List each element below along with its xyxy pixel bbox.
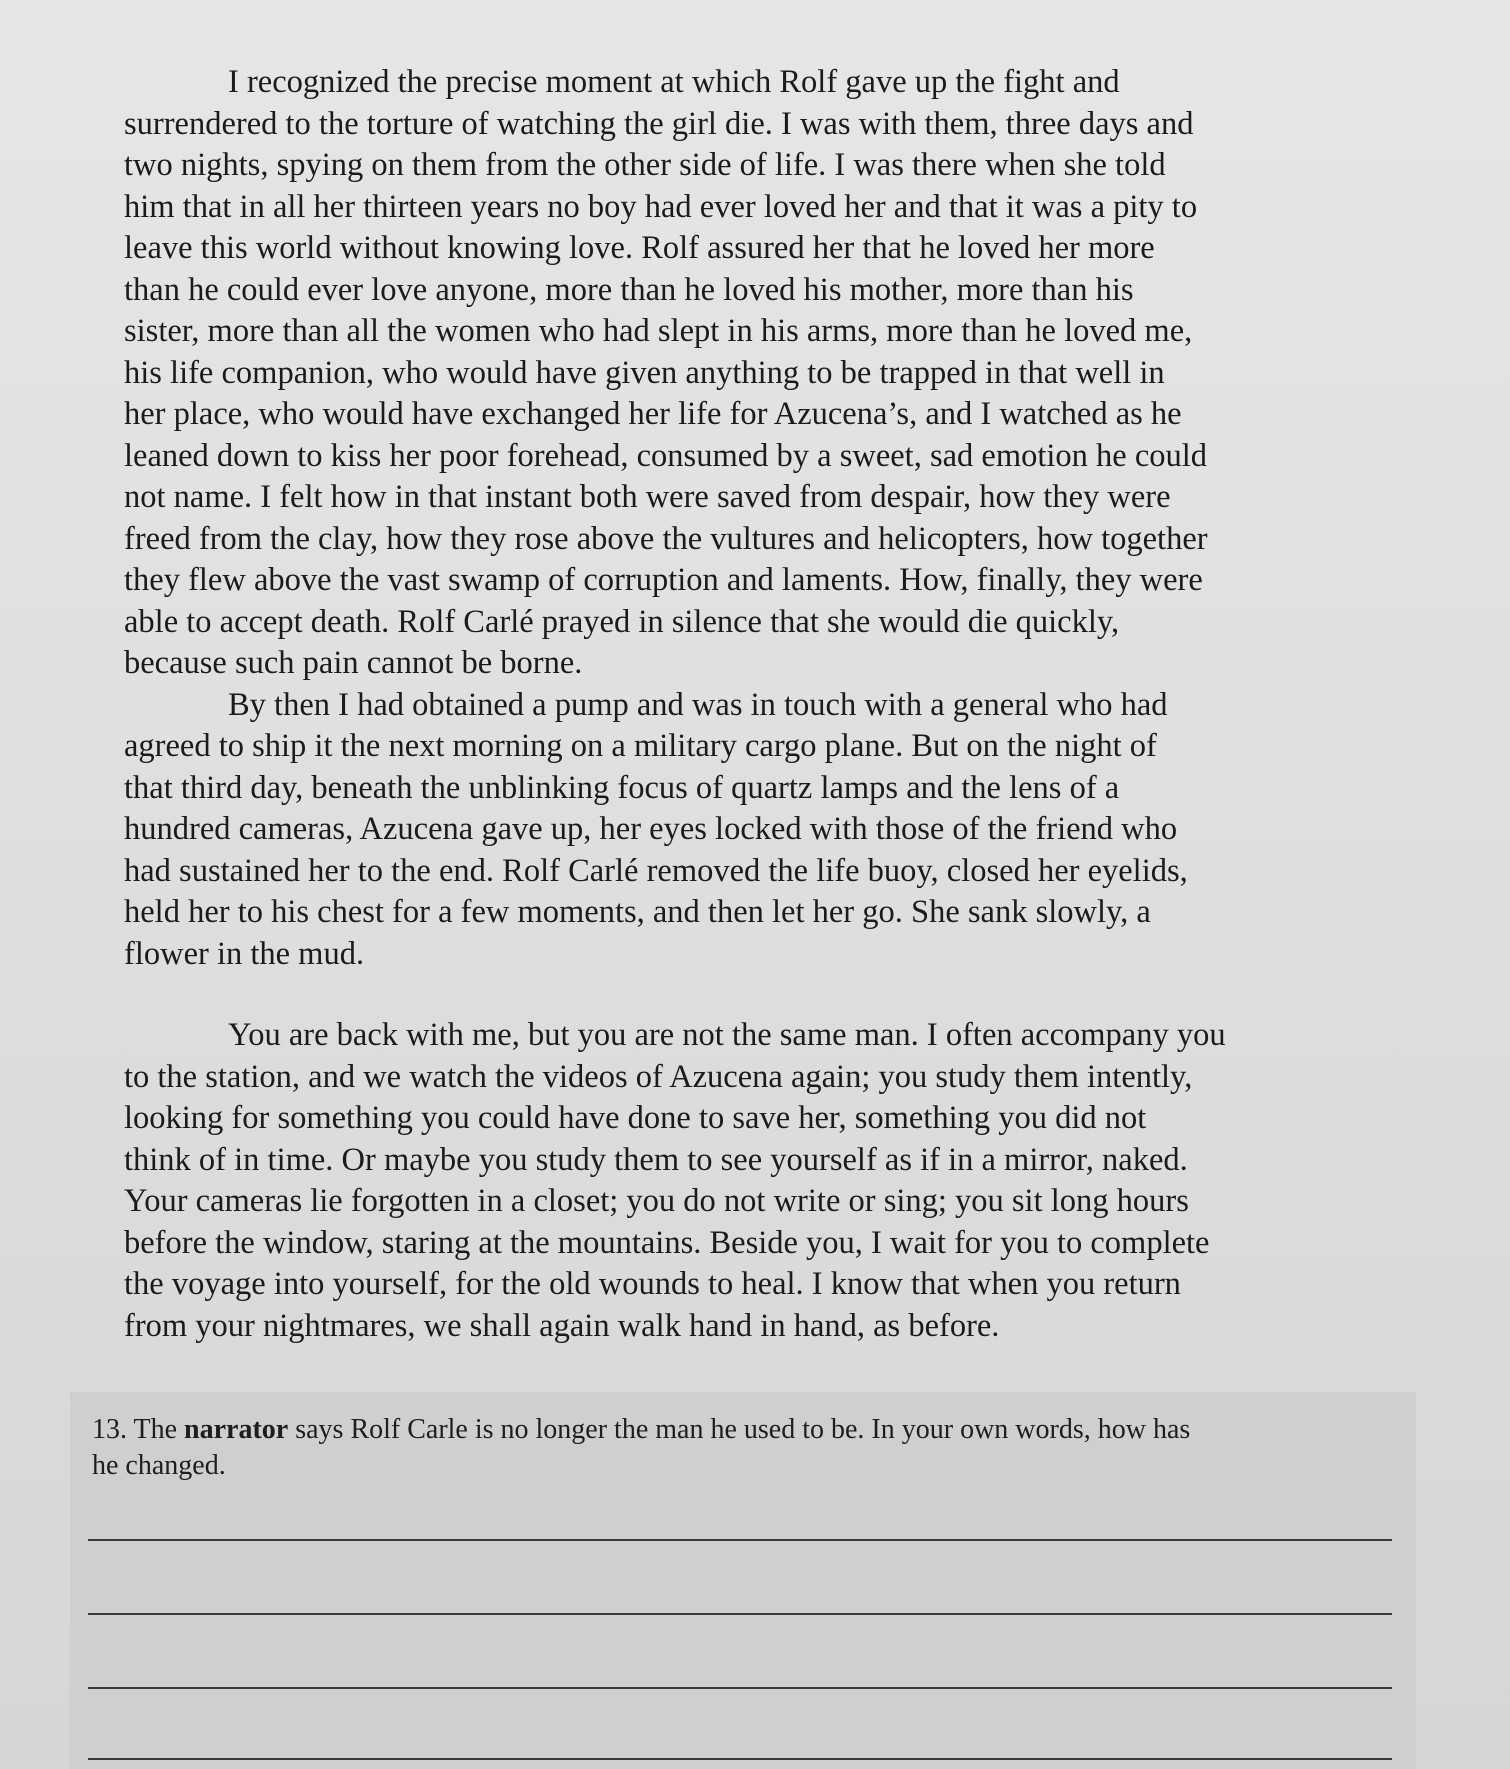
question-text-line2: he changed. <box>92 1450 226 1481</box>
passage-line: I recognized the precise moment at which Rolf gave up the fight and <box>228 64 1120 100</box>
question-number: 13. <box>92 1414 127 1445</box>
passage-line: him that in all her thirteen years no boy had ever loved her and that it was a pity to <box>124 188 1198 225</box>
question-bold-word: narrator <box>184 1414 289 1445</box>
paragraph-1 <box>124 62 1374 685</box>
paragraph-3 <box>124 1015 1374 1347</box>
passage-line: hundred cameras, Azucena gave up, her eyes locked with those of the friend who <box>124 811 1178 847</box>
passage-line: before the window, staring at the mountains. Beside you, I wait for you to complete <box>124 1224 1210 1261</box>
answer-line-2[interactable] <box>88 1613 1392 1615</box>
passage-line: held her to his chest for a few moments, and then let her go. She sank slowly, a <box>124 894 1151 930</box>
passage-line: from your nightmares, we shall again walk hand in hand, as before. <box>124 1307 1000 1344</box>
question-text-start: The <box>133 1414 178 1445</box>
answer-line-1[interactable] <box>88 1539 1392 1541</box>
passage-line: two nights, spying on them from the other side of life. I was there when she told <box>124 147 1166 183</box>
passage-line: to the station, and we watch the videos of Azucena again; you study them intently, <box>124 1058 1193 1095</box>
passage-line: Your cameras lie forgotten in a closet; you do not write or sing; you sit long hours <box>124 1183 1189 1219</box>
question-prompt <box>92 1412 1402 1484</box>
passage-line: her place, who would have exchanged her life for Azucena’s, and I watched as he <box>124 396 1182 432</box>
story-passage <box>124 62 1374 1347</box>
passage-line: surrendered to the torture of watching the girl die. I was with them, three days and <box>124 105 1194 142</box>
answer-line-3[interactable] <box>88 1687 1392 1689</box>
passage-line: freed from the clay, how they rose above the vultures and helicopters, how together <box>124 520 1208 557</box>
passage-line: think of in time. Or maybe you study them to see yourself as if in a mirror, naked. <box>124 1141 1188 1178</box>
question-13-box <box>70 1392 1416 1769</box>
passage-line: You are back with me, but you are not the same man. I often accompany you <box>228 1017 1226 1053</box>
passage-line: not name. I felt how in that instant both were saved from despair, how they were <box>124 479 1171 515</box>
passage-line: looking for something you could have done to save her, something you did not <box>124 1100 1147 1136</box>
passage-line: had sustained her to the end. Rolf Carlé removed the life buoy, closed her eyelids, <box>124 852 1188 889</box>
passage-line: the voyage into yourself, for the old wounds to heal. I know that when you return <box>124 1266 1181 1302</box>
passage-line: flower in the mud. <box>124 935 365 972</box>
passage-line: leave this world without knowing love. Rolf assured her that he loved her more <box>124 230 1155 266</box>
passage-line: By then I had obtained a pump and was in touch with a general who had <box>228 686 1168 723</box>
passage-line: than he could ever love anyone, more than he loved his mother, more than his <box>124 271 1134 308</box>
passage-line: that third day, beneath the unblinking focus of quartz lamps and the lens of a <box>124 769 1120 806</box>
passage-line: they flew above the vast swamp of corruption and laments. How, finally, they were <box>124 562 1203 598</box>
passage-line: his life companion, who would have given anything to be trapped in that well in <box>124 354 1165 391</box>
passage-line: agreed to ship it the next morning on a military cargo plane. But on the night of <box>124 728 1157 764</box>
passage-line: sister, more than all the women who had slept in his arms, more than he loved me, <box>124 313 1193 349</box>
paragraph-2 <box>124 685 1374 976</box>
passage-line: because such pain cannot be borne. <box>124 645 583 681</box>
passage-line: leaned down to kiss her poor forehead, consumed by a sweet, sad emotion he could <box>124 437 1208 474</box>
question-text-rest: says Rolf Carle is no longer the man he used to be. In your own words, how has <box>295 1414 1191 1445</box>
answer-line-4[interactable] <box>88 1758 1392 1760</box>
passage-line: able to accept death. Rolf Carlé prayed in silence that she would die quickly, <box>124 603 1120 640</box>
